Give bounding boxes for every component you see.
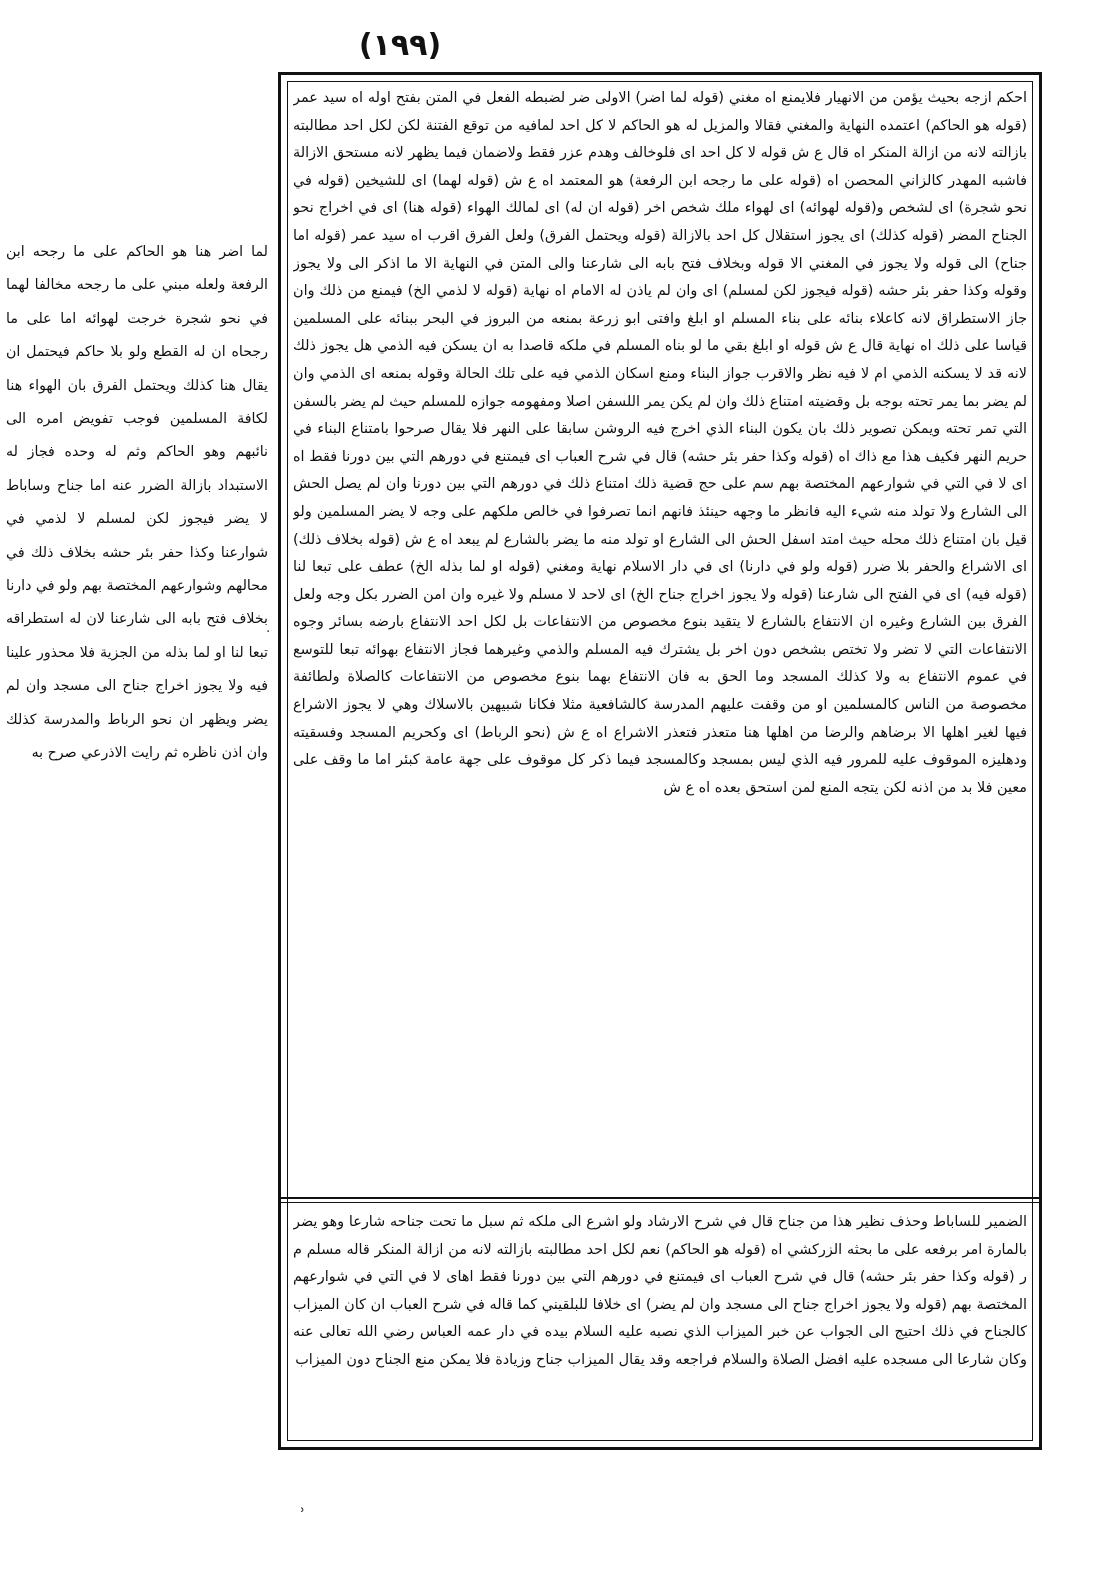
main-commentary-text: احكم ازجه بحيث يؤمن من الانهيار فلايمنع اه مغني (قوله لما اضر) الاولى ضر لضبطه الفعل في المتن بفتح اوله اه سيد عمر (قوله هو الحاكم) اعتمده النهاية والمغني فقالا والمزيل له هو الحاكم لا كل احد لمافيه من توقع الفتنة لكن لكل احد مطالبته بازالته لانه من ازالة المنكر اه قال ع ش قوله لا كل احد اى فلوخالف وهدم عزر فقط ولاضمان فيما يظهر لانه مستحق الازالة فاشبه المهدر كالزاني المحصن اه (قوله على ما رجحه ابن الرفعة) هو المعتمد اه ع ش (قوله لهما) اى للشيخين (قوله في نحو شجرة) اى لشخص و(قوله لهوائه) اى لهواء ملك شخص اخر (قوله ان له) اى لمالك الهواء (قوله هنا) اى في اخراج نحو الجناح المضر (قوله كذلك) اى يجوز استقلال كل احد بالازالة (قوله ويحتمل الفرق) ولعل الفرق اقرب اه سيد عمر (قوله اما جناح) الى قوله ولا يجوز في المغني الا قوله وبخلاف فتح بابه الى شارعنا والى المتن في النهاية الا ما اذكر الى ولا يجوز وقوله وكذا حفر بئر حشه (قوله فيجوز لكن لمسلم) اى وان لم ياذن له الامام اه نهاية (قوله لا لذمي الخ) فيمنع من ذلك وان جاز الاستطراق لانه كاعلاء بنائه على بناء المسلم او ابلغ وافتى ابو زرعة بمنعه من البروز في البحر ببنائه على المسلمين قياسا على ذلك اه نهاية قال ع ش قوله او ابلغ بقي ما لو بناه المسلم في ملكه قاصدا به ان يسكن فيه الذمي هل يجوز ذلك لانه قد لا يسكنه الذمي ام لا فيه نظر والاقرب جواز البناء ومنع اسكان الذمي فيه على تلك الحالة وقوله بمنعه اى الذمي وان لم يضر بما يمر تحته بوجه بل وقضيته امتناع ذلك وان لم يكن يمر اللسفن اصلا ومفهومه جوازه للمسلم حيث لم يضر بالسفن التي تمر تحته ويمكن تصوير ذلك بان يكون البناء الذي اخرج فيه الروشن سابقا على النهر فلا يقال صرحوا بامتناع البناء في حريم النهر فكيف هذا مع ذاك اه (قوله وكذا حفر بئر حشه) قال في شرح العباب اى فيمتنع في دورهم التي بين دورنا فقط اه اى لا في التي في شوارعهم المختصة بهم سم على حج قضية ذلك امتناع ذلك في دورهم التي بين دورنا وان لم يصل الحش الى الشارع ولا تولد منه شيء اليه فانظر ما وجهه حينئذ فانهم انما تصرفوا في خالص ملكهم على وجه لا يضر المسلمين ولو قيل بان امتناع ذلك محله حيث امتد اسفل الحش الى الشارع او تولد منه ما يضر بالشارع لم يبعد اه ع ش (قوله بخلاف ذلك) اى الاشراع والحفر بلا ضرر (قوله ولو في دارنا) اى في دار الاسلام نهاية ومغني (قوله او لما بذله الخ) عطف على تبعا لنا (قوله فيه) اى في الفتح الى شارعنا (قوله ولا يجوز اخراج جناح الخ) اى لاحد لا مسلم ولا غيره وان امن الضرر بكل وجه ولعل الفرق بين الشارع وغيره ان الانتفاع بالشارع لا يتقيد بنوع مخصوص من الانتفاعات بل لكل احد الانتفاع بارضه بسائر وجوه الانتفاعات التي لا تضر ولا تختص بشخص دون اخر بل يشترك فيه المسلم والذمي وغيرهما فجاز الانتفاع بهوائه تبعا للتوسع في عموم الانتفاع به ولا كذلك المسجد وما الحق به فان الانتفاع بهما بنوع مخصوص من الانتفاعات كالصلاة ولطائفة مخصوصة من الناس كالمسلمين او من وقفت عليهم المدرسة كالشافعية مثلا فكانا شبيهين بالاسلاك وهي لا يجوز الاشراع فيها لغير اهلها الا برضاهم والرضا من اهلها هنا متعذر فتعذر الاشراع اه ع ش (نحو الرباط) اى وكحريم المسجد وفسقيته ودهليزه الموقوف عليه للمرور فيه الذي ليس بمسجد وكالمسجد فيما ذكر كل موقوف على جهة عامة كبئر اما ما وقف على معين فلا بد من اذنه لكن يتجه المنع لمن استحق بعده اه ع ش [293,90,1027,796]
footnote-separator [281,1197,1039,1199]
ink-speck: · [266,624,271,640]
page-number: (١٩٩) [358,28,442,63]
main-text-frame [278,72,1042,1450]
footnote-separator-thin [281,1202,1039,1203]
margin-commentary: لما اضر هنا هو الحاكم على ما رجحه ابن الرفعة ولعله مبني على ما رجحه مخالفا لهما في نحو شجرة خرجت لهوائه اما على ما رجحاه ان له القطع ولو بلا حاكم فيحتمل ان يقال هنا كذلك ويحتمل الفرق بان الهواء هنا لكافة المسلمين فوجب تفويض امره الى نائبهم وهو الحاكم وثم له وحده فجاز له الاستبداد بازالة الضرر عنه اما جناح وساباط لا يضر فيجوز لكن لمسلم لا لذمي في شوارعنا وكذا حفر بئر حشه بخلاف ذلك في محالهم وشوارعهم المختصة بهم ولو في دارنا بخلاف فتح بابه الى شارعنا لان له استطراقه تبعا لنا او لما بذله من الجزية فلا محذور علينا فيه ولا يجوز اخراج جناح الى مسجد وان لم يضر ويظهر ان نحو الرباط والمدرسة كذلك وان اذن ناظره ثم رايت الاذرعي صرح به [6,244,268,762]
footnote-text: الضمير للساباط وحذف نظير هذا من جناح قال في شرح الارشاد ولو اشرع الى ملكه ثم سبل ما تحت جناحه شارعا وهو يضر بالمارة امر برفعه على ما بحثه الزركشي اه (قوله هو الحاكم) نعم لكل احد مطالبته بازالته لانه من ازالة المنكر قاله مسلم م ر (قوله وكذا حفر بئر حشه) قال في شرح العباب اى فيمتنع في دورهم التي بين دورنا فقط اهاى لا في التي في شوارعهم المختصة بهم (قوله ولا يجوز اخراج جناح الى مسجد وان لم يضر) اى خلافا للبلقيني كما قاله في شرح العباب ان كان الميزاب كالجناح في ذلك احتيج الى الجواب عن خبر الميزاب الذي نصبه عليه السلام بيده في دار عمه العباس رضي الله تعالى عنه وكان شارعا الى مسجده عليه افضل الصلاة والسلام فراجعه وقد يقال الميزاب جناح وزيادة فلا يمكن منع الجناح دون الميزاب [293,1214,1027,1368]
bottom-ink-mark: ʾ [300,1505,306,1526]
